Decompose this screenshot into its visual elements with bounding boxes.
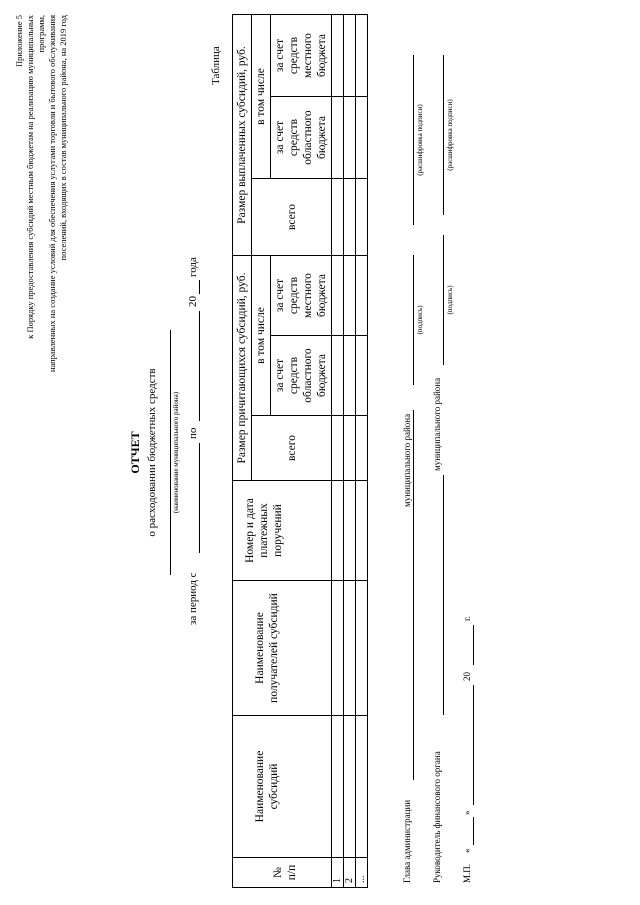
report-subtitle: о расходовании бюджетных средств [146,368,158,537]
finance-head-decoding-caption: (расшифровка подписи) [446,99,454,171]
seal-label: М.П. [462,863,472,883]
col-header-due-regional: за счет средств областного бюджета [271,336,332,416]
table-cell[interactable] [332,15,344,97]
finance-head-decoding-line[interactable] [443,55,444,215]
table-cell[interactable] [356,256,368,336]
head-admin-name-line[interactable] [413,410,414,780]
date-year-suffix: г. [462,616,472,621]
period-prefix: за период с [187,572,199,625]
table-cell[interactable] [332,416,344,481]
head-admin-label: Глава администрации [402,799,412,883]
finance-head-suffix: муниципального района [432,377,442,471]
table-cell[interactable] [332,481,344,581]
table-cell[interactable] [344,481,356,581]
municipality-blank-line[interactable] [170,330,171,575]
appendix-line: к Порядку предоставления субсидий местным бюджетам на реализацию муниципальных программ, [25,15,46,339]
municipality-caption: (наименование муниципального района) [172,391,180,514]
table-cell[interactable] [344,256,356,336]
col-header-paid-regional: за счет средств областного бюджета [271,97,332,179]
table-cell[interactable] [332,179,344,256]
col-header-paid-including: в том числе [252,15,271,179]
date-open-quote: « [462,848,472,853]
appendix-line: поселений, входящих в состав муниципального района, на 2019 год [58,15,68,261]
period-start-blank[interactable] [199,443,200,553]
head-admin-decoding-caption: (расшифровка подписи) [416,104,424,176]
table-row [344,15,356,888]
row-number: 1 [332,858,344,888]
report-table [232,14,368,888]
col-header-paid-local: за счет средств местного бюджета [271,15,332,97]
period-to: по [187,427,199,439]
appendix-note [14,15,69,375]
date-year-prefix: 20 [462,672,472,681]
appendix-line: Приложение 5 [14,15,24,67]
table-cell[interactable] [332,336,344,416]
col-header-due-local: за счет средств местного бюджета [271,256,332,336]
table-cell[interactable] [356,416,368,481]
table-cell[interactable] [356,581,368,716]
col-header-due-including: в том числе [252,256,271,416]
appendix-line: направленных на создание условий для обеспечения услугами торговли и бытового обслуживания [47,15,57,373]
table-row [356,15,368,888]
col-header-recipients: Наименование получателей субсидий [233,581,332,716]
col-header-num: № п/п [233,858,332,888]
col-header-subsidy-name: Наименование субсидий [233,716,332,858]
row-number: 2 [344,858,356,888]
col-group-due: Размер причитающихся субсидий, руб. [233,256,252,481]
table-cell[interactable] [332,256,344,336]
head-admin-signature-caption: (подпись) [416,305,424,335]
table-cell[interactable] [356,716,368,858]
table-cell[interactable] [356,481,368,581]
finance-head-name-line[interactable] [443,475,444,715]
head-admin-decoding-line[interactable] [413,55,414,225]
date-day-line[interactable] [473,817,474,845]
period-year-prefix: 20 [187,296,199,307]
col-header-paid-total: всего [252,179,332,256]
col-header-payment-orders: Номер и дата платежных поручений [233,481,332,581]
col-group-paid: Размер выплаченных субсидий, руб. [233,15,252,256]
head-admin-signature-line[interactable] [413,255,414,385]
table-cell[interactable] [356,336,368,416]
col-header-due-total: всего [252,416,332,481]
table-cell[interactable] [344,416,356,481]
table-cell[interactable] [344,336,356,416]
period-year-suffix: года [187,257,199,277]
table-cell[interactable] [356,179,368,256]
period-year-blank[interactable] [199,280,200,294]
table-cell[interactable] [332,581,344,716]
finance-head-signature-line[interactable] [443,235,444,365]
table-cell[interactable] [344,716,356,858]
table-cell[interactable] [344,15,356,97]
table-cell[interactable] [344,97,356,179]
table-label: Таблица [210,46,222,85]
head-admin-suffix: муниципального района [402,413,412,507]
table-cell[interactable] [356,97,368,179]
date-month-line[interactable] [473,685,474,805]
period-end-blank[interactable] [199,311,200,421]
table-cell[interactable] [356,15,368,97]
date-year-line[interactable] [473,625,474,665]
date-close-quote: » [462,810,472,815]
table-cell[interactable] [332,716,344,858]
table-cell[interactable] [344,179,356,256]
row-number: ... [356,858,368,888]
finance-head-signature-caption: (подпись) [446,285,454,315]
table-cell[interactable] [344,581,356,716]
finance-head-label: Руководитель финансового органа [432,751,442,883]
table-cell[interactable] [332,97,344,179]
table-row [332,15,344,888]
report-title: ОТЧЕТ [128,431,142,474]
